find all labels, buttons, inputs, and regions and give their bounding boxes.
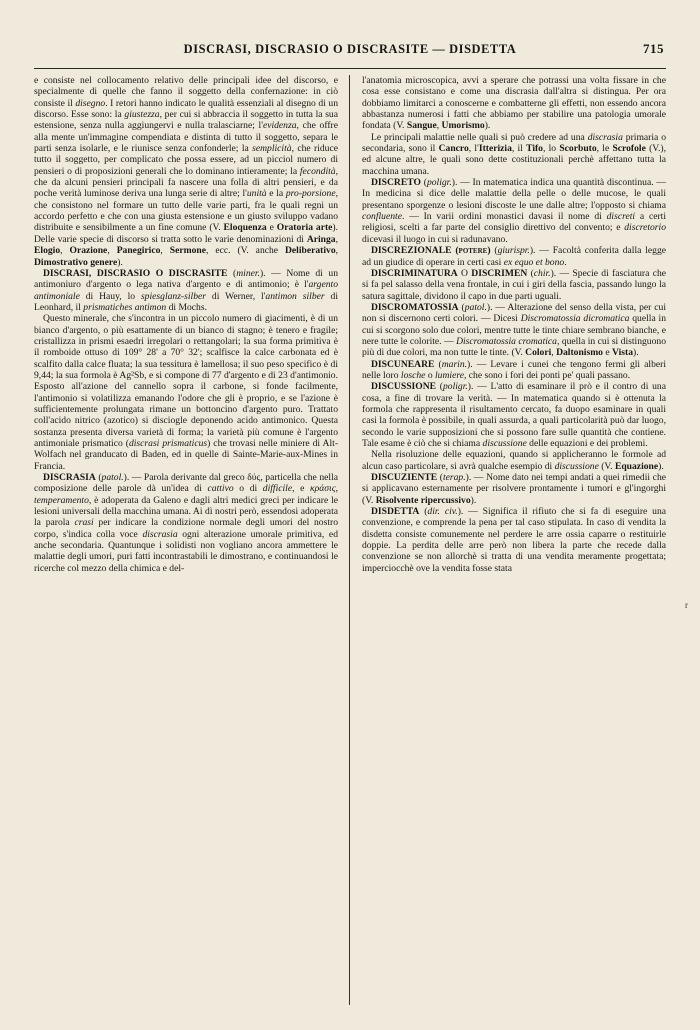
entry-discuziente: DISCUZIENTE (terap.). — Nome dato nei tempi andati a quei rimedii che si applicavano esternamente per risolvere prontamente i tumori e gl'ingorghi (V. Risolvente ripercussivo). — [362, 472, 666, 506]
paragraph: Questo minerale, che s'incontra in un piccolo numero di giacimenti, è di un bianco d'argento, o più esattamente di un bianco di stagno; è tenero e fragile; cristallizza in prismi esaedri irregolari o rettangolari; la sua forma primitiva è il romboide ottuso di 109° 28' a 70° 32'; scalfisce la calce carbonata ed è scalfito dalla calce fluata; la sua tessitura è lamellosa; il suo peso specifico è di 9,44; la sua formola è Ag²Sb, e si compone di 77 d'argento e di 23 d'antimonio. Esposto all'azione del cannello sopra il carbone, si fonde facilmente, l'antimonio si volatilizza emanando l'odore che gli è proprio, e se l'azione è sufficientemente prolungata rimane un bottoncino d'argento puro. Trattato coll'acido nitrico (azotico) si disciogle deponendo acido antimonico. Questa sostanza presenta diversa varietà di forma; la varietà più comune è l'argento antimoniale prismatico (discrasi prismaticus) che trovasi nelle miniere di Alt-Wolfach nel granducato di Baden, ed in quelle di Sainte-Marie-aux-Mines in Francia. — [34, 313, 339, 472]
paragraph: Le principali malattie nelle quali si può credere ad una discrasia primaria o secondaria, sono il Cancro, l'Itterizia, il Tifo, lo Scorbuto, le Scrofole (V.), ed alcune altre, le quali sono dette costituzionali perchè affettano tutta la macchina umana. — [362, 131, 666, 177]
entry-disdetta: DISDETTA (dir. civ.). — Significa il rifiuto che si fa di eseguire una convenzione, e comprende la pena per tal caso stipulata. In caso di vendita la disdetta consiste comunemente nel perdere le arre ossia caparre o restituirle doppie. La perdita delle arre però non libera la parte che recede dalla convenzione se non allorchè si tratta di una vendita meramente progettata; imperciocchè ove la vendita fosse stata — [362, 506, 667, 574]
entry-discuneare: DISCUNEARE (marin.). — Levare i cunei che tengono fermi gli alberi nelle loro losche o lumiere, che sono i fori dei ponti pe' quali passano. — [362, 358, 666, 381]
entry-discrasi: DISCRASI, DISCRASIO O DISCRASITE (miner.). — Nome di un antimoniuro d'argento o lega nativa d'argento e di antimonio; è l'argento antimoniale di Hauy, lo spiesglanz-silber di Werner, l'antimon silber di Leonhard, il prismatiches antimon di Mochs. — [34, 267, 339, 313]
column-right — [350, 75, 666, 1005]
margin-mark: r — [685, 600, 688, 610]
entry-discromatossia: DISCROMATOSSIA (patol.). — Alterazione del senso della vista, per cui non si discernono certi colori. — Dicesi Discromatossia dicromatica quella in cui si scorgono solo due colori, mentre tutte le tinte chiare sembrano bianche, e nere tutte le colorite. — Discromatossia cromatica, quella in cui si distinguono più di due colori, ma non tutte le tinte. (V. Colori, Daltonismo e Vista). — [362, 301, 667, 359]
entry-discriminatura: DISCRIMINATURA O DISCRIMEN (chir.). — Specie di fasciatura che si fa pel salasso della vena frontale, in cui i giri della fascia, passando lungo la satura sagittale, dividono il capo in due parti uguali. — [362, 267, 667, 302]
paragraph: l'anatomia microscopica, avvi a sperare che potrassi una volta fissare in che cosa esse consistano e come una discrasia dall'altra si distingua. Per ora dobbiamo limitarci a conoscerne e combatterne gli effetti, non essendo ancora abbastanza numerosi i fatti che abbiamo per stabilire una patologia umorale fondata (V. Sangue, Umorismo). — [362, 75, 666, 132]
page-number: 715 — [643, 41, 664, 56]
column-left — [34, 75, 350, 1005]
entry-discrezionale: DISCREZIONALE (potere) (giurispr.). — Facoltà conferita dalla legge ad un giudice di operare in certi casi ex equo et bono. — [362, 245, 667, 268]
entry-discreto: DISCRETO (poligr.). — In matematica indica una quantità discontinua. — In medicina si dice delle malattie della pelle o delle mucose, le quali presentano sporgenze o lesioni discoste le une dalle altre; l'opposto si chiama confluente. — In varii ordini monastici davasi il nome di discreti a certi religiosi, scelti a far parte del consiglio direttivo del convento; e discretorio dicevasi il luogo in cui si radunavano. — [362, 177, 666, 245]
entry-discrasia: DISCRASIA (patol.). — Parola derivante dal greco δύς, particella che nella composizione delle parole dà un'idea di cattivo o di difficile, e κράσις, temperamento, è adoperata da Galeno e dagli altri medici greci per indicare le lesioni universali della macchina umana. Ai dì nostri però, essendosi adoperata la parola crasi per indicare la condizione normale degli umori del nostro corpo, s'indica colla voce discrasia ogni alterazione umorale primitiva, ed anche secondaria. Quantunque i solidisti non vogliano ancora ammettere le malattie degli umori, puri fatti incontrastabili le dimostrano, e continuandosi le ricerche col mezzo della chimica e del- — [34, 472, 338, 574]
text-columns — [34, 75, 666, 1005]
paragraph: Nella risoluzione delle equazioni, quando si applicheranno le formole ad alcun caso particolare, si avrà qualche esempio di discussione (V. Equazione). — [362, 449, 666, 472]
page-header — [34, 38, 666, 64]
header-rule — [34, 68, 666, 69]
running-title: DISCRASI, DISCRASIO O DISCRASITE — DISDETTA — [183, 42, 517, 56]
paragraph: e consiste nel collocamento relativo delle principali idee del discorso, e specialmente di quelle che fanno il soggetto della confernazione: in ciò consiste il disegno. I retori hanno indicato le qualità essenziali al disegno di un discorso. Esse sono: la giustezza, per cui si abbraccia il soggetto in tutta la sua estensione, senza nulla aggiungervi e nulla tralasciarne; l'evidenza, che offre alla mente un'immagine compendiata e distinta di tutto il soggetto, separa le parti senza isolarle, e le riunisce senza confonderle; la semplicità, che riduce tutto il soggetto, per complicato che possa essere, ad un picciol numero di pensieri o di proposizioni generali che lo dominano intieramente; la fecondità, che da alcuni pensieri principali fa nascere una folla di altri pensieri, e da poche verità luminose deriva una lunga serie di altre; l'unità e la pro-porsione, che consistono nel formare un tutto delle varie parti, fra le quali regni un accordo perfetto e che con una giusta estensione e un giusto sviluppo vadano distribuite e sensibilmente a un fine comune (V. Eloquenza e Oratoria arte). Delle varie specie di discorso si tratta sotto le varie denominazioni di Aringa, Elogio, Orazione, Panegirico, Sermone, ecc. (V. anche Deliberativo, Dimostrativo genere). — [34, 75, 339, 268]
entry-discussione: DISCUSSIONE (poligr.). — L'atto di esaminare il prò e il contro di una cosa, a fine di trovare la verità. — In matematica quando si è ottenuta la formola che rappresenta il risultamento cercato, fa duopo esaminare in quali casi la formola è possibile, in quali assurda, a quali particolarità può dar luogo, secondo le varie supposizioni che si possono fare sulle quantità che contiene. Tale esame è ciò che si chiama discussione delle equazioni e dei problemi. — [362, 381, 666, 449]
